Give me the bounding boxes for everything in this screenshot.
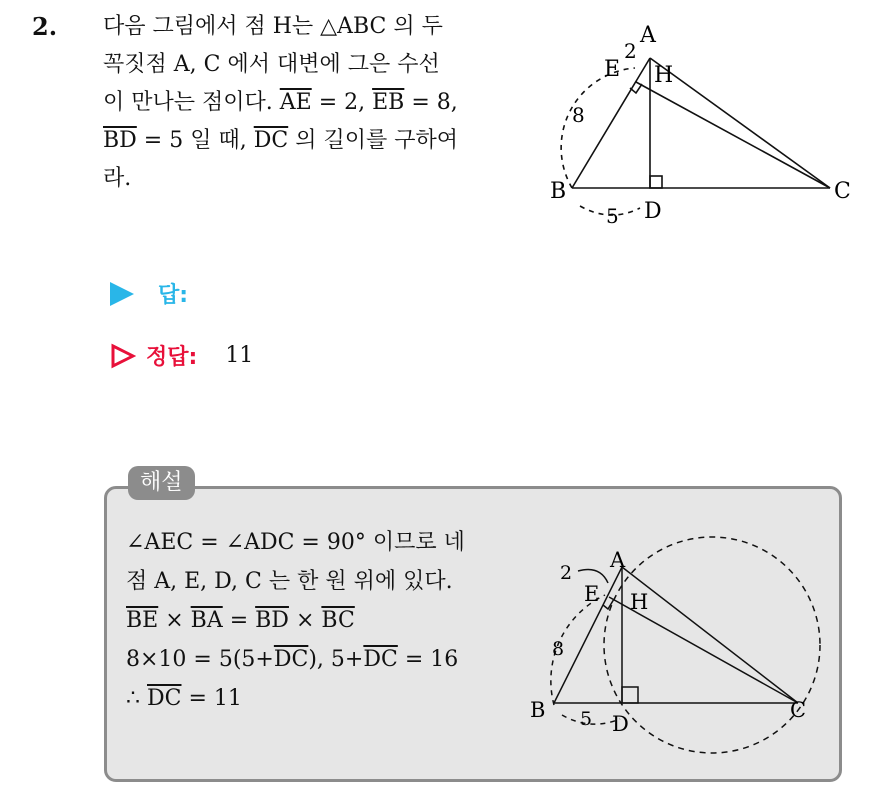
correct-answer-value: 11: [225, 343, 254, 368]
question-number: 2.: [32, 12, 58, 41]
answer-row: [110, 278, 188, 309]
svg-text:H: H: [630, 590, 649, 614]
svg-text:E: E: [584, 582, 600, 606]
correct-answer-label: 정답:: [146, 345, 198, 370]
question-line: 꼭짓점 A, C 에서 대변에 그은 수선: [103, 52, 440, 77]
question-line: $\overline{BD} = 5$ 일 때, $\overline{DC}$ 의 길이를 구하여: [103, 128, 458, 153]
svg-text:A: A: [610, 548, 626, 572]
question-line: 라.: [103, 166, 132, 191]
solution-line: $8\times 10 = 5(5+\overline{DC})$, $5+\overline{DC} = 16$: [126, 647, 459, 672]
outline-triangle-icon: [110, 343, 136, 369]
solution-text: [126, 523, 526, 718]
svg-text:H: H: [654, 63, 674, 88]
svg-text:C: C: [790, 698, 807, 722]
triangle-figure: [540, 18, 860, 233]
svg-text:C: C: [834, 179, 851, 204]
circle-figure: [520, 535, 830, 775]
solution-line: $\overline{BE} \times \overline{BA} = \overline{BD} \times \overline{BC}$: [126, 608, 355, 633]
solution-line: ∠AEC = ∠ADC = 90° 이므로 네: [126, 530, 465, 555]
play-triangle-icon: [110, 282, 134, 306]
question-text: [103, 8, 533, 198]
svg-text:D: D: [612, 712, 629, 736]
svg-text:5: 5: [580, 708, 593, 730]
svg-text:B: B: [550, 179, 567, 204]
answer-label: 답:: [158, 283, 189, 308]
svg-text:2: 2: [560, 562, 573, 584]
solution-line: ∴ $\overline{DC} = 11$: [126, 686, 242, 711]
svg-text:E: E: [604, 57, 621, 82]
svg-text:5: 5: [606, 204, 619, 228]
svg-text:A: A: [640, 23, 656, 48]
svg-text:8: 8: [552, 638, 565, 660]
svg-text:8: 8: [572, 103, 585, 127]
question-line: 이 만나는 점이다. $\overline{AE} = 2$, $\overline{EB} = 8$,: [103, 90, 458, 115]
svg-text:2: 2: [624, 39, 637, 63]
svg-text:B: B: [530, 698, 546, 722]
correct-answer-row: [110, 340, 253, 371]
solution-line: 점 A, E, D, C 는 한 원 위에 있다.: [126, 569, 453, 594]
svg-text:D: D: [644, 199, 662, 224]
solution-tag: 해설: [128, 466, 195, 500]
question-line: 다음 그림에서 점 H는 △ABC 의 두: [103, 14, 443, 39]
